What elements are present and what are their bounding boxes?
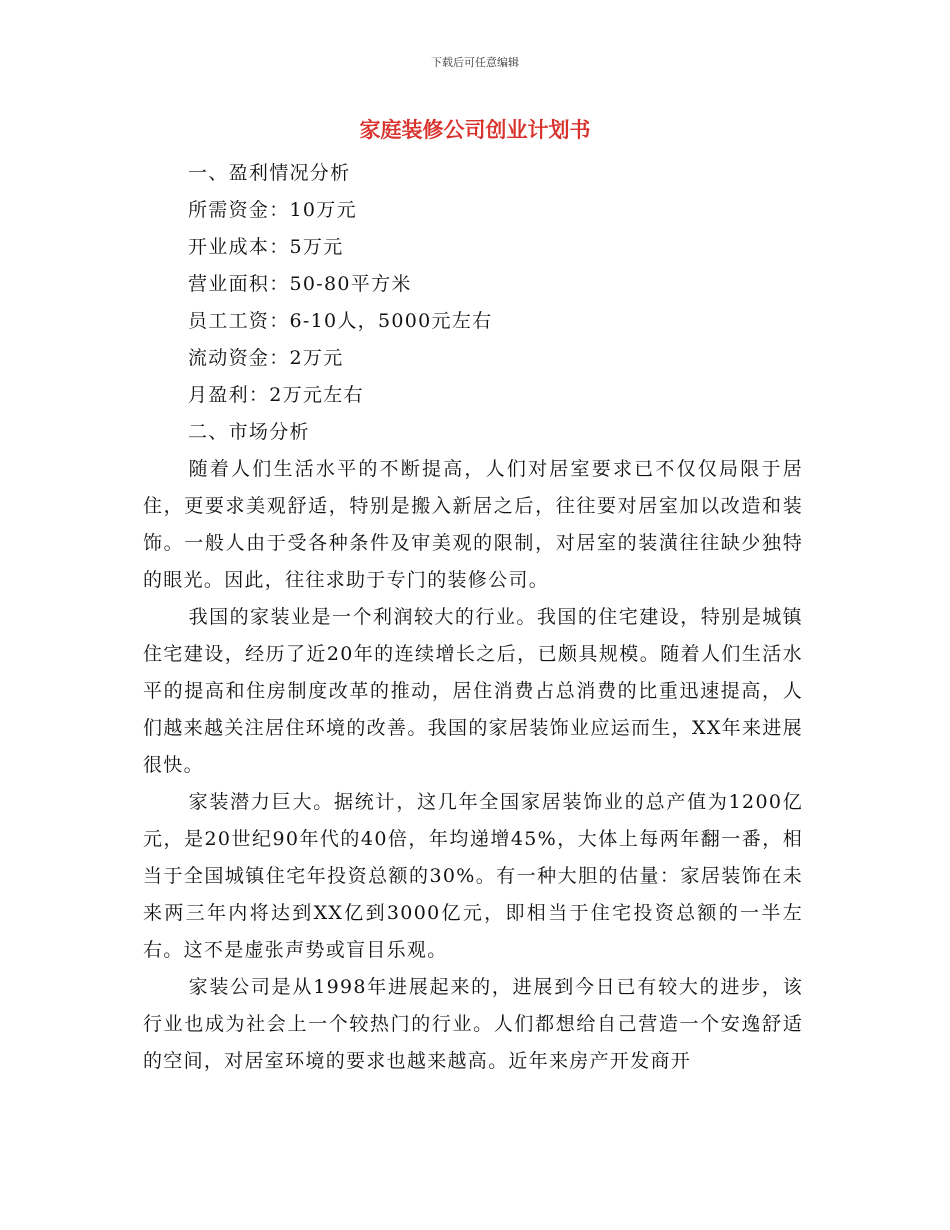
- list-item: 流动资金：2万元: [188, 347, 344, 369]
- section-heading: 一、盈利情况分析: [188, 162, 351, 184]
- section-heading: 二、市场分析: [188, 421, 310, 443]
- list-item: 所需资金：10万元: [188, 199, 357, 221]
- list-item: 月盈利：2万元左右: [188, 384, 364, 406]
- paragraph: 家装公司是从1998年进展起来的，进展到今日已有较大的进步，该行业也成为社会上一个较热门的行业。人们都想给自己营造一个安逸舒适的空间，对居室环境的要求也越来越高。近年来房产开发商开: [143, 976, 803, 1072]
- list-item: 开业成本：5万元: [188, 236, 344, 258]
- paragraph: 家装潜力巨大。据统计，这几年全国家居装饰业的总产值为1200亿元，是20世纪90年代的40倍，年均递增45%，大体上每两年翻一番，相当于全国城镇住宅年投资总额的30%。有一种大胆的估量：家居装饰在未来两三年内将达到XX亿到3000亿元，即相当于住宅投资总额的一半左右。这不是虚张声势或盲目乐观。: [143, 791, 803, 961]
- list-item: 营业面积：50-80平方米: [188, 273, 412, 295]
- paragraph: 我国的家装业是一个利润较大的行业。我国的住宅建设，特别是城镇住宅建设，经历了近20年的连续增长之后，已颇具规模。随着人们生活水平的提高和住房制度改革的推动，居住消费占总消费的比重迅速提高，人们越来越关注居住环境的改善。我国的家居装饰业应运而生，XX年来进展很快。: [143, 606, 803, 776]
- document-title: 家庭装修公司创业计划书: [359, 117, 591, 142]
- list-item: 员工工资：6-10人，5000元左右: [188, 310, 493, 332]
- paragraph: 随着人们生活水平的不断提高，人们对居室要求已不仅仅局限于居住，更要求美观舒适，特别是搬入新居之后，往往要对居室加以改造和装饰。一般人由于受各种条件及审美观的限制，对居室的装潢往往缺少独特的眼光。因此，往往求助于专门的装修公司。: [143, 458, 803, 591]
- header-note: 下载后可任意编辑: [431, 56, 519, 69]
- document-body: [143, 155, 803, 1080]
